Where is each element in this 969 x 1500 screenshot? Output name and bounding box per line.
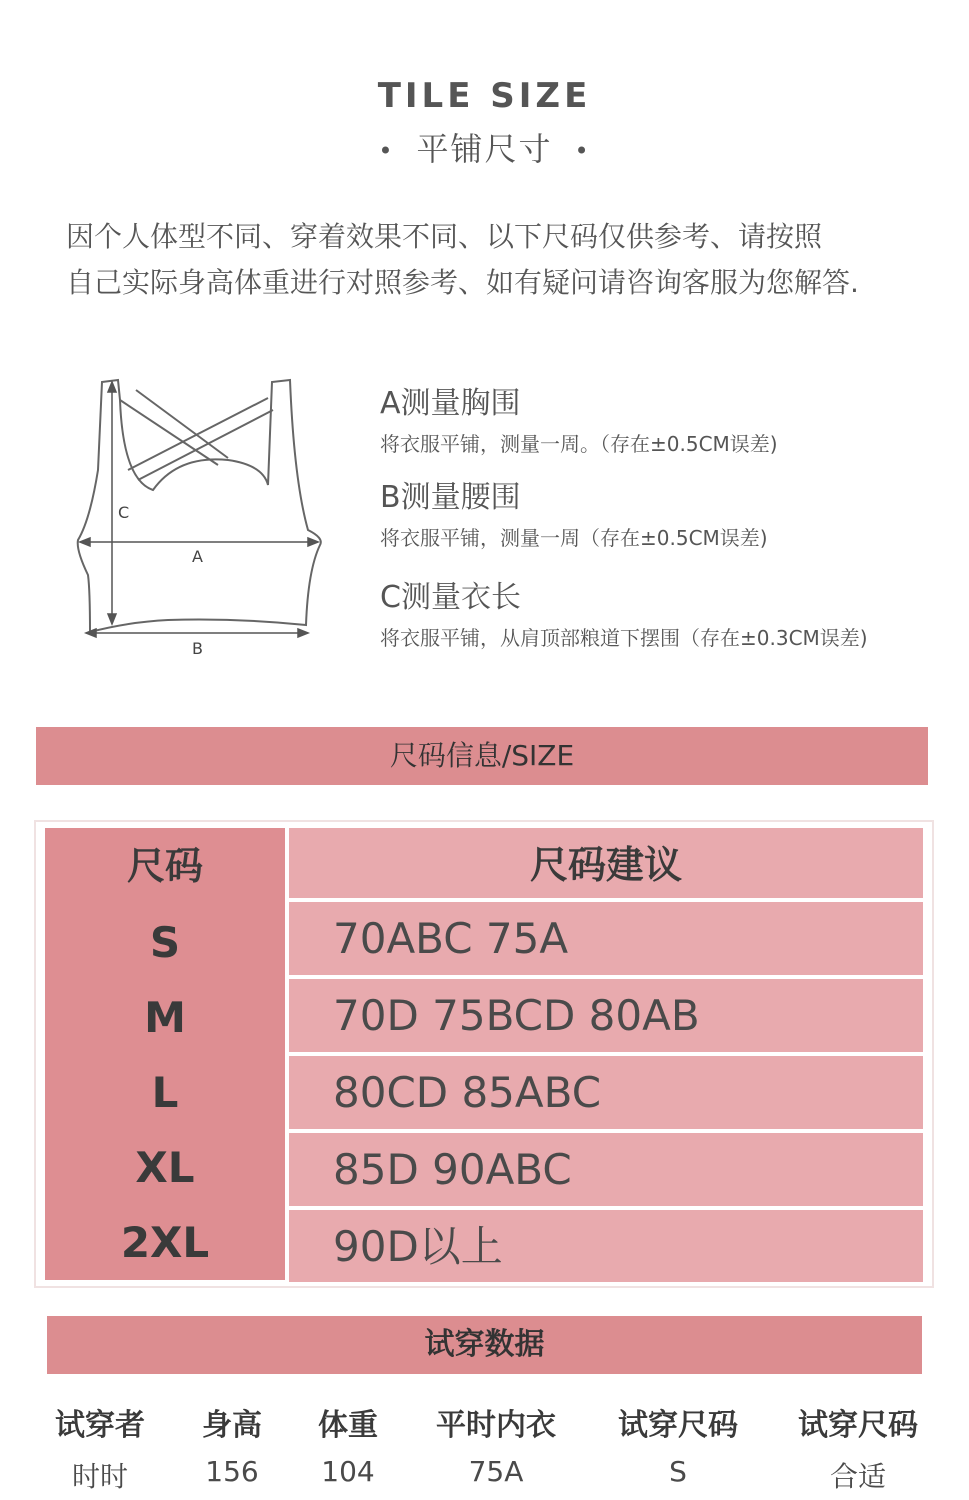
diagram-label-b: B <box>192 639 203 658</box>
measure-c-desc: 将衣服平铺，从肩顶部粮道下摆围（存在±0.3CM误差) <box>380 626 868 650</box>
trial-val-size: S <box>669 1455 687 1488</box>
trial-data-bar: 试穿数据 <box>47 1316 922 1374</box>
measure-c <box>380 572 868 651</box>
trial-head-usual-bra: 平时内衣 <box>436 1408 556 1443</box>
page-title: TILE SIZE <box>377 76 592 116</box>
trial-head-size: 试穿尺码 <box>618 1408 738 1443</box>
measure-b-desc: 将衣服平铺，测量一周（存在±0.5CM误差) <box>380 526 768 550</box>
intro-line-2: 自己实际身高体重进行对照参考、如有疑问请咨询客服为您解答. <box>66 266 859 299</box>
advice-cell-2xl: 90D以上 <box>289 1210 923 1282</box>
size-cell-l: L <box>151 1068 179 1117</box>
measure-b <box>380 472 768 551</box>
trial-head-tester: 试穿者 <box>55 1408 145 1443</box>
garment-diagram <box>68 370 338 660</box>
diagram-label-c: C <box>118 503 130 522</box>
trial-val-weight: 104 <box>321 1455 375 1488</box>
advice-cell-s: 70ABC 75A <box>289 902 923 979</box>
diagram-label-a: A <box>192 547 203 566</box>
size-cell-m: M <box>144 993 186 1042</box>
trial-head-weight: 体重 <box>318 1408 378 1443</box>
size-info-bar: 尺码信息/SIZE <box>36 727 928 785</box>
trial-val-usual-bra: 75A <box>468 1455 524 1488</box>
intro-text <box>66 214 946 306</box>
size-cell-2xl: 2XL <box>120 1218 210 1267</box>
garment-outline <box>78 380 321 632</box>
measure-a-title: A测量胸围 <box>380 386 521 421</box>
trial-val-height: 156 <box>205 1455 259 1488</box>
measure-c-title: C测量衣长 <box>380 580 521 615</box>
trial-val-tester: 时时 <box>71 1460 128 1493</box>
advice-cell-m: 70D 75BCD 80AB <box>289 979 923 1056</box>
subtitle-text: 平铺尺寸 <box>416 130 553 168</box>
trial-head-height: 身高 <box>202 1408 262 1443</box>
measure-a-desc: 将衣服平铺，测量一周。（存在±0.5CM误差) <box>380 432 778 456</box>
measure-b-title: B测量腰围 <box>380 480 521 515</box>
size-cell-s: S <box>149 918 181 967</box>
trial-val-fit: 合适 <box>829 1460 886 1493</box>
size-column <box>45 828 285 1280</box>
advice-cell-xl: 85D 90ABC <box>289 1133 923 1210</box>
measure-a <box>380 378 778 457</box>
advice-header: 尺码建议 <box>289 828 923 902</box>
advice-cell-l: 80CD 85ABC <box>289 1056 923 1133</box>
trial-head-fit: 试穿尺码 <box>798 1408 918 1443</box>
bullet-left: • <box>378 137 395 165</box>
size-header: 尺码 <box>126 844 203 888</box>
intro-line-1: 因个人体型不同、穿着效果不同、以下尺码仅供参考、请按照 <box>66 220 823 253</box>
bullet-right: • <box>574 137 591 165</box>
page-subtitle <box>0 124 969 170</box>
advice-column <box>289 828 923 1282</box>
size-cell-xl: XL <box>135 1143 195 1192</box>
